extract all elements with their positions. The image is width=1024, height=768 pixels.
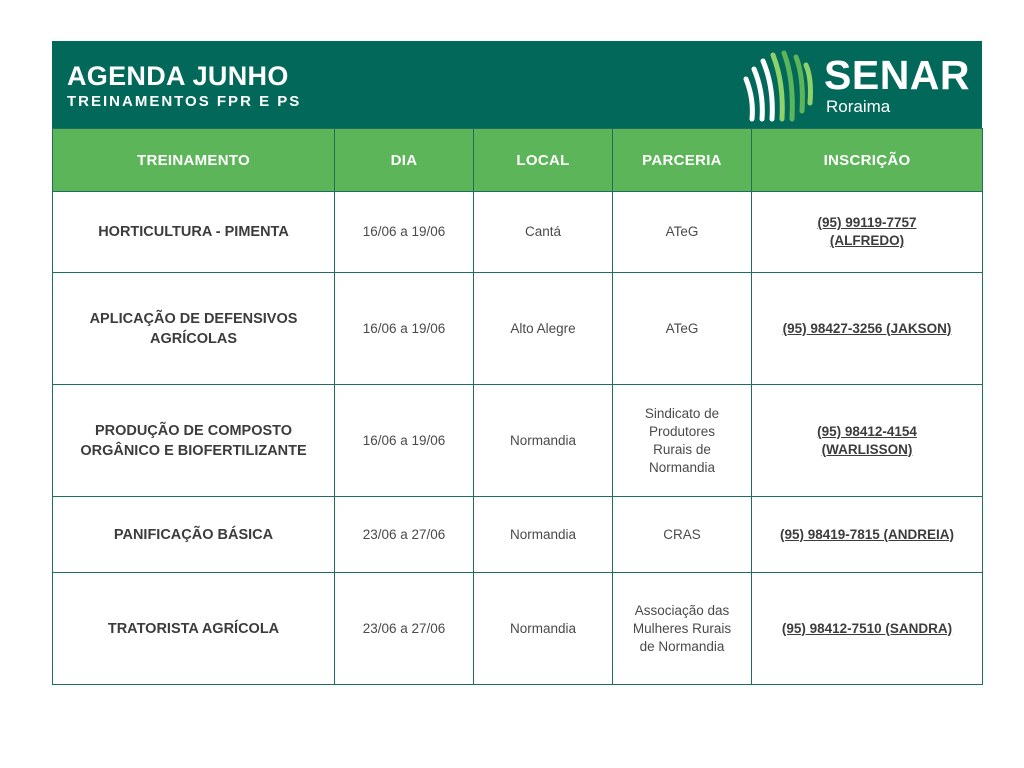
- table-row: [53, 385, 983, 497]
- training-table: [52, 128, 983, 685]
- training-day: 16/06 a 19/06: [335, 385, 474, 497]
- contact-cell: [752, 273, 983, 385]
- training-day: 23/06 a 27/06: [335, 497, 474, 573]
- training-name: PRODUÇÃO DE COMPOSTO ORGÂNICO E BIOFERTILIZANTE: [53, 385, 335, 497]
- table-row: [53, 273, 983, 385]
- contact-link[interactable]: (95) 99119-7757 (ALFREDO): [817, 215, 917, 248]
- table-row: [53, 192, 983, 273]
- logo-region-text: Roraima: [826, 97, 891, 116]
- training-location: Cantá: [474, 192, 613, 273]
- training-day: 23/06 a 27/06: [335, 573, 474, 685]
- contact-link[interactable]: (95) 98412-7510 (SANDRA): [781, 620, 953, 636]
- page-title: AGENDA JUNHO: [67, 61, 289, 91]
- contact-link[interactable]: (95) 98419-7815 (ANDREIA): [779, 526, 955, 542]
- page-subtitle: TREINAMENTOS FPR E PS: [67, 93, 302, 110]
- column-header-location: LOCAL: [474, 129, 613, 192]
- training-partnership: CRAS: [613, 497, 752, 573]
- training-location: Alto Alegre: [474, 273, 613, 385]
- column-header-day: DIA: [335, 129, 474, 192]
- training-name: PANIFICAÇÃO BÁSICA: [53, 497, 335, 573]
- schedule-sheet: [52, 41, 982, 685]
- training-name: TRATORISTA AGRÍCOLA: [53, 573, 335, 685]
- contact-cell: [752, 192, 983, 273]
- training-partnership: ATeG: [613, 273, 752, 385]
- column-header-training: TREINAMENTO: [53, 129, 335, 192]
- training-name: HORTICULTURA - PIMENTA: [53, 192, 335, 273]
- column-header-partnership: PARCERIA: [613, 129, 752, 192]
- training-partnership: Associação das Mulheres Rurais de Normandia: [613, 573, 752, 685]
- training-location: Normandia: [474, 497, 613, 573]
- senar-leaf-icon: [740, 49, 816, 123]
- training-location: Normandia: [474, 385, 613, 497]
- column-header-contact: INSCRIÇÃO: [752, 129, 983, 192]
- training-location: Normandia: [474, 573, 613, 685]
- table-row: [53, 497, 983, 573]
- training-name: APLICAÇÃO DE DEFENSIVOS AGRÍCOLAS: [53, 273, 335, 385]
- contact-link[interactable]: (95) 98412-4154 (WARLISSON): [817, 423, 917, 457]
- logo-brand-text: SENAR: [824, 52, 971, 98]
- training-day: 16/06 a 19/06: [335, 192, 474, 273]
- contact-cell: [752, 573, 983, 685]
- contact-cell: [752, 497, 983, 573]
- contact-cell: [752, 385, 983, 497]
- table-header-row: [53, 129, 983, 192]
- table-row: [53, 573, 983, 685]
- training-partnership: ATeG: [613, 192, 752, 273]
- senar-logo: [740, 49, 970, 123]
- contact-link[interactable]: (95) 98427-3256 (JAKSON): [782, 320, 952, 336]
- header-banner: [52, 41, 982, 128]
- training-partnership: Sindicato de Produtores Rurais de Normandia: [613, 385, 752, 497]
- training-day: 16/06 a 19/06: [335, 273, 474, 385]
